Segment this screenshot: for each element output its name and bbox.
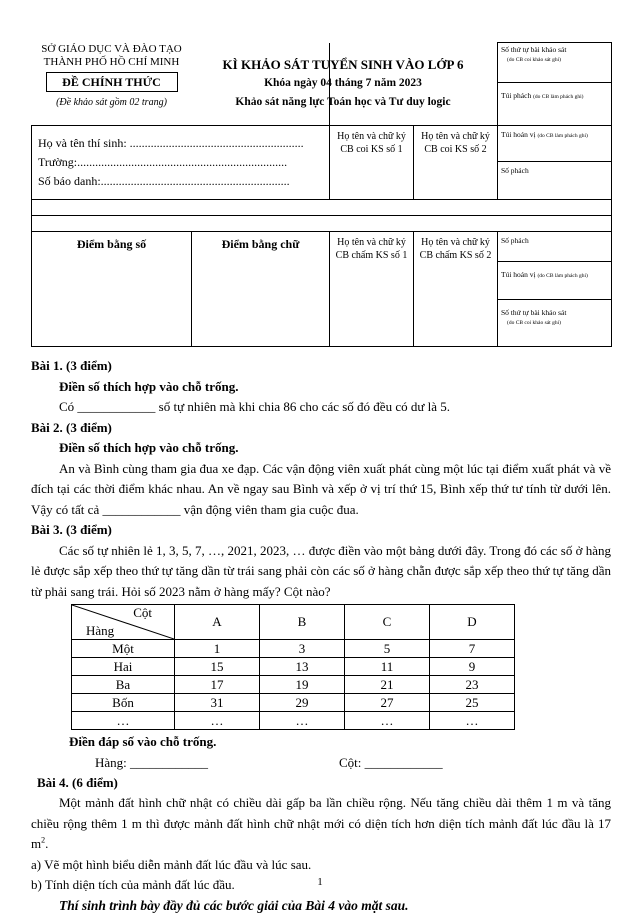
q1-text[interactable]: Có ____________ số tự nhiên mà khi chia 86 cho các số đó đều có dư là 5.: [59, 397, 611, 418]
grid-row: [72, 640, 515, 658]
grid-row: [72, 676, 515, 694]
school-field[interactable]: Trường:......................................................................: [38, 153, 325, 172]
student-info: [32, 125, 330, 199]
grid-cell: 1: [175, 640, 260, 658]
exam-body: [31, 356, 611, 916]
grid-row: [72, 694, 515, 712]
grid-cell: …: [345, 712, 430, 730]
official-badge: ĐỀ CHÍNH THỨC: [46, 72, 178, 92]
pages-note: (Đề khảo sát gồm 02 trang): [32, 96, 192, 109]
grader1-box: Họ tên và chữ ký CB chấm KS số 1: [330, 231, 414, 346]
org-line1: SỞ GIÁO DỤC VÀ ĐÀO TẠO: [32, 43, 192, 56]
exam-subject: Khảo sát năng lực Toán học và Tư duy logic: [197, 94, 489, 110]
q3-text: Các số tự nhiên lẻ 1, 3, 5, 7, …, 2021, 2023, … được điền vào một bảng dưới đây. Trong đó các số ở hàng lẻ được sắp xếp theo thứ tự tăng dần từ trái sang phải còn các số ở hàng chẵn được sắp xếp theo thứ tự tăng dần từ phải sang trái. Hỏi số 2023 nằm ở hàng mấy? Cột nào?: [31, 541, 611, 603]
grid-cell: 25: [430, 694, 515, 712]
org-line2: THÀNH PHỐ HỒ CHÍ MINH: [32, 56, 192, 69]
pouch-note: (do CB làm phách ghi): [533, 94, 583, 100]
exam-title: KÌ KHẢO SÁT TUYỂN SINH VÀO LỚP 6: [197, 56, 489, 73]
grader2-box: Họ tên và chữ ký CB chấm KS số 2: [414, 231, 498, 346]
grid-cell: 21: [345, 676, 430, 694]
q4-title: Bài 4. (6 điểm): [37, 773, 611, 794]
q4-note: Thí sinh trình bày đầy đủ các bước giải của Bài 4 vào mặt sau.: [31, 896, 611, 916]
separator-row-2: [32, 215, 612, 231]
grid-cell: 29: [260, 694, 345, 712]
header-table: [31, 42, 612, 347]
exam-no-label: Số thứ tự bài khảo sát: [501, 45, 608, 55]
right-admin-box: [498, 43, 612, 126]
grid-cell: 3: [260, 640, 345, 658]
q2-title: Bài 2. (3 điểm): [31, 418, 611, 439]
q2-instruction: Điền số thích hợp vào chỗ trống.: [31, 438, 611, 459]
grid-row: [72, 712, 515, 730]
grid-cell: 19: [260, 676, 345, 694]
grid-cell: …: [175, 712, 260, 730]
exam-date: Khóa ngày 04 tháng 7 năm 2023: [197, 75, 489, 91]
q4-sup: 2: [41, 836, 45, 845]
q1-instruction: Điền số thích hợp vào chỗ trống.: [31, 377, 611, 398]
score-number-box[interactable]: Điểm bằng số: [32, 231, 192, 346]
exam-header: [31, 42, 611, 347]
code-label: Số phách: [498, 162, 611, 180]
grid-cell: 7: [430, 640, 515, 658]
grid-cell: 23: [430, 676, 515, 694]
exam-no-note-2: (do CB coi khảo sát ghi): [501, 318, 608, 328]
col-header: A: [175, 605, 260, 640]
pouch-label: Túi phách: [501, 91, 531, 100]
score-text-box[interactable]: Điểm bằng chữ: [192, 231, 330, 346]
grid-cell: …: [430, 712, 515, 730]
page-number: 1: [0, 876, 640, 888]
q3-col-answer[interactable]: Cột: ____________: [339, 753, 443, 774]
q4-part-b: b) Tính diện tích của mảnh đất lúc đầu.: [31, 875, 611, 896]
q4-text: [31, 793, 611, 855]
grid-cell: 5: [345, 640, 430, 658]
separator-row-1: [32, 199, 612, 215]
pouch-pos-note-2: (do CB làm phách ghi): [537, 273, 587, 279]
grid-cell: 31: [175, 694, 260, 712]
q4-text-end: .: [45, 836, 48, 851]
q3-title: Bài 3. (3 điểm): [31, 520, 611, 541]
student-name-field[interactable]: Họ và tên thí sinh: ..........................................................: [38, 134, 325, 153]
grid-cell: 15: [175, 658, 260, 676]
proctor1-box: Họ tên và chữ ký CB coi KS số 1: [330, 125, 414, 199]
grid-cell: 11: [345, 658, 430, 676]
grid-cell: 17: [175, 676, 260, 694]
grid-cell: …: [260, 712, 345, 730]
exam-no-label-2: Số thứ tự bài khảo sát: [501, 308, 608, 318]
exam-no-note: (do CB coi khảo sát ghi): [501, 55, 608, 65]
row-label: Hai: [72, 658, 175, 676]
col-header: C: [345, 605, 430, 640]
pouch-pos-label: Túi hoán vị: [501, 130, 536, 139]
pouch-pos-label-2: Túi hoán vị: [501, 270, 536, 279]
title-block: [330, 43, 498, 126]
proctor2-box: Họ tên và chữ ký CB coi KS số 2: [414, 125, 498, 199]
q4-text-main: Một mảnh đất hình chữ nhật có chiều dài gấp ba lần chiều rộng. Nếu tăng chiều dài thêm 1 m và tăng chiều rộng thêm 1 m thì được mảnh đất hình chữ nhật mới có diện tích hơn diện tích mảnh đất lúc đầu là 17 m: [31, 795, 611, 851]
candidate-no-field[interactable]: Số báo danh:...............................................................: [38, 172, 325, 191]
row-label: Ba: [72, 676, 175, 694]
col-header: B: [260, 605, 345, 640]
row-label: …: [72, 712, 175, 730]
grid-cell: 27: [345, 694, 430, 712]
grid-row: [72, 658, 515, 676]
grid-corner: [72, 605, 175, 640]
pouch-pos-note: (do CB làm phách ghi): [537, 133, 587, 139]
row-label: Một: [72, 640, 175, 658]
grid-cell: 13: [260, 658, 345, 676]
corner-col-label: Cột: [133, 605, 152, 621]
row-label: Bốn: [72, 694, 175, 712]
q2-text[interactable]: An và Bình cùng tham gia đua xe đạp. Các vận động viên xuất phát cùng một lúc tại điểm xuất phát và về đích tại các thời điểm khác nhau. An về ngay sau Bình và xếp ở vị trí thứ 15, Bình xếp thứ tư tính từ dưới lên. Vậy có tất cả ____________ vận động viên tham gia cuộc đua.: [31, 459, 611, 521]
code-label-2: Số phách: [498, 232, 611, 262]
q3-instruction: Điền đáp số vào chỗ trống.: [69, 732, 611, 753]
q3-row-answer[interactable]: Hàng: ____________: [95, 753, 208, 774]
right-admin-box-2: [498, 125, 612, 199]
corner-row-label: Hàng: [86, 623, 114, 639]
q1-title: Bài 1. (3 điểm): [31, 356, 611, 377]
q4-part-a: a) Vẽ một hình biểu diễn mảnh đất lúc đầu và lúc sau.: [31, 855, 611, 876]
right-admin-box-3: [498, 231, 612, 346]
number-grid: [71, 604, 515, 730]
grid-cell: 9: [430, 658, 515, 676]
col-header: D: [430, 605, 515, 640]
